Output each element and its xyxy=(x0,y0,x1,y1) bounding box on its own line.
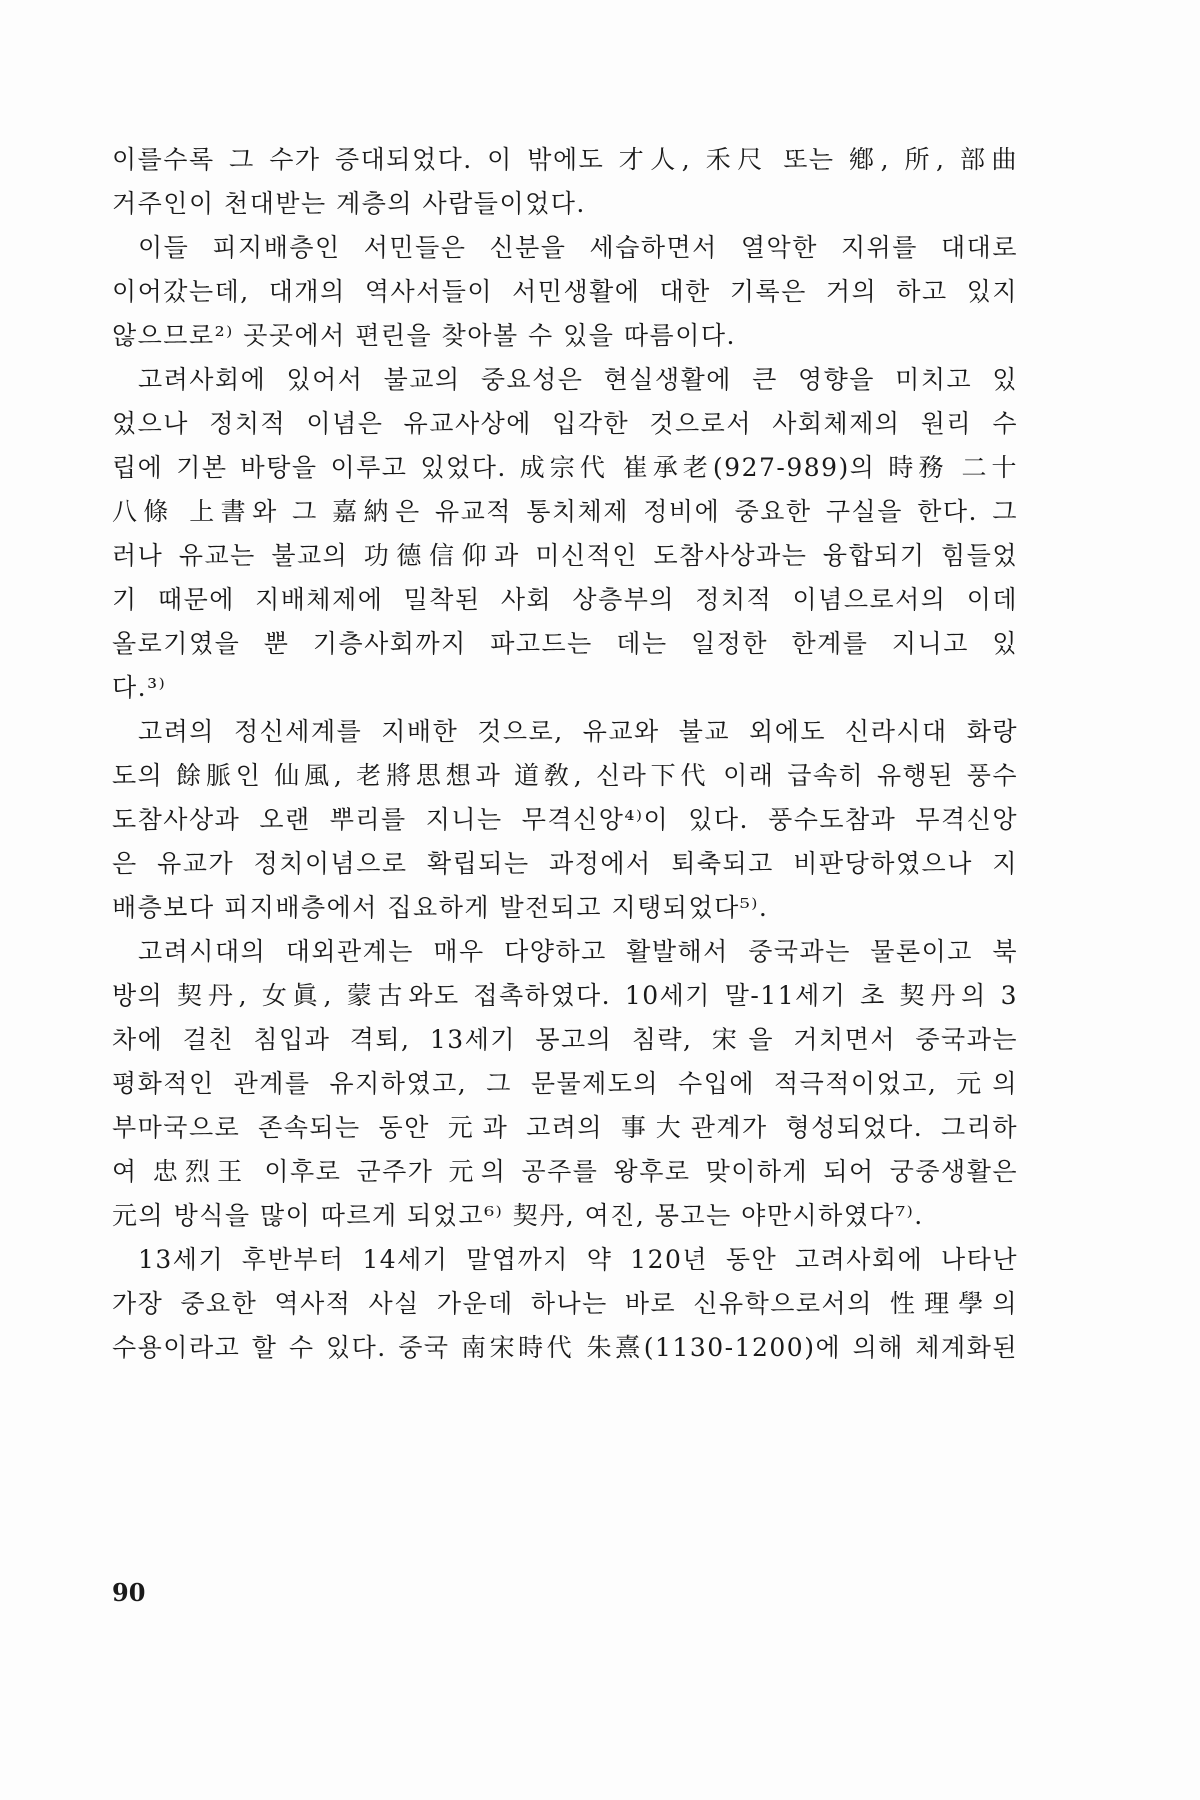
text-line: 도의 餘脈인 仙風, 老將思想과 道敎, 신라下代 이래 급속히 유행된 풍수 xyxy=(112,761,1018,790)
paragraph-4 xyxy=(112,710,1018,930)
text-line: 않으므로²⁾ 곳곳에서 편린을 찾아볼 수 있을 따름이다. xyxy=(112,321,736,350)
text-line: 다.³⁾ xyxy=(112,673,167,702)
text-line: 13세기 후반부터 14세기 말엽까지 약 120년 동안 고려사회에 나타난 xyxy=(138,1245,1018,1274)
paragraph-6 xyxy=(112,1238,1018,1370)
body-text xyxy=(112,138,1018,1370)
text-line: 배층보다 피지배층에서 집요하게 발전되고 지탱되었다⁵⁾. xyxy=(112,893,769,922)
text-line: 부마국으로 존속되는 동안 元과 고려의 事大관계가 형성되었다. 그리하 xyxy=(112,1113,1018,1142)
text-line: 여 忠烈王 이후로 군주가 元의 공주를 왕후로 맞이하게 되어 궁중생활은 xyxy=(112,1157,1018,1186)
text-line: 고려의 정신세계를 지배한 것으로, 유교와 불교 외에도 신라시대 화랑 xyxy=(138,717,1018,746)
text-line: 방의 契丹, 女眞, 蒙古와도 접촉하였다. 10세기 말-11세기 초 契丹의 3 xyxy=(112,981,1018,1010)
text-line: 도참사상과 오랜 뿌리를 지니는 무격신앙⁴⁾이 있다. 풍수도참과 무격신앙 xyxy=(112,805,1018,834)
text-line: 元의 방식을 많이 따르게 되었고⁶⁾ 契丹, 여진, 몽고는 야만시하였다⁷⁾. xyxy=(112,1201,924,1230)
text-line: 차에 걸친 침입과 격퇴, 13세기 몽고의 침략, 宋을 거치면서 중국과는 xyxy=(112,1025,1018,1054)
text-line: 고려시대의 대외관계는 매우 다양하고 활발해서 중국과는 물론이고 북 xyxy=(138,937,1018,966)
paragraph-2 xyxy=(112,226,1018,358)
text-line: 올로기였을 뿐 기층사회까지 파고드는 데는 일정한 한계를 지니고 있 xyxy=(112,629,1018,658)
text-line: 기 때문에 지배체제에 밀착된 사회 상층부의 정치적 이념으로서의 이데 xyxy=(112,585,1018,614)
text-line: 고려사회에 있어서 불교의 중요성은 현실생활에 큰 영향을 미치고 있 xyxy=(138,365,1018,394)
text-line: 거주인이 천대받는 계층의 사람들이었다. xyxy=(112,189,586,218)
paragraph-5 xyxy=(112,930,1018,1238)
text-line: 평화적인 관계를 유지하였고, 그 문물제도의 수입에 적극적이었고, 元의 xyxy=(112,1069,1018,1098)
text-line: 은 유교가 정치이념으로 확립되는 과정에서 퇴축되고 비판당하였으나 지 xyxy=(112,849,1018,878)
text-line: 수용이라고 할 수 있다. 중국 南宋時代 朱熹(1130-1200)에 의해 체계화된 xyxy=(112,1333,1018,1362)
text-line: 이어갔는데, 대개의 역사서들이 서민생활에 대한 기록은 거의 하고 있지 xyxy=(112,277,1018,306)
text-line: 이들 피지배층인 서민들은 신분을 세습하면서 열악한 지위를 대대로 xyxy=(138,233,1018,262)
page-number: 90 xyxy=(112,1578,146,1607)
text-line: 었으나 정치적 이념은 유교사상에 입각한 것으로서 사회체제의 원리 수 xyxy=(112,409,1018,438)
paragraph-3 xyxy=(112,358,1018,710)
text-line: 러나 유교는 불교의 功德信仰과 미신적인 도참사상과는 융합되기 힘들었 xyxy=(112,541,1018,570)
text-line: 립에 기본 바탕을 이루고 있었다. 成宗代 崔承老(927-989)의 時務 二十 xyxy=(112,453,1018,482)
text-line: 八條 上書와 그 嘉納은 유교적 통치체제 정비에 중요한 구실을 한다. 그 xyxy=(112,497,1018,526)
text-line: 가장 중요한 역사적 사실 가운데 하나는 바로 신유학으로서의 性理學의 xyxy=(112,1289,1018,1318)
text-line: 이를수록 그 수가 증대되었다. 이 밖에도 才人, 禾尺 또는 鄕, 所, 部曲 xyxy=(112,145,1018,174)
paragraph-1 xyxy=(112,138,1018,226)
